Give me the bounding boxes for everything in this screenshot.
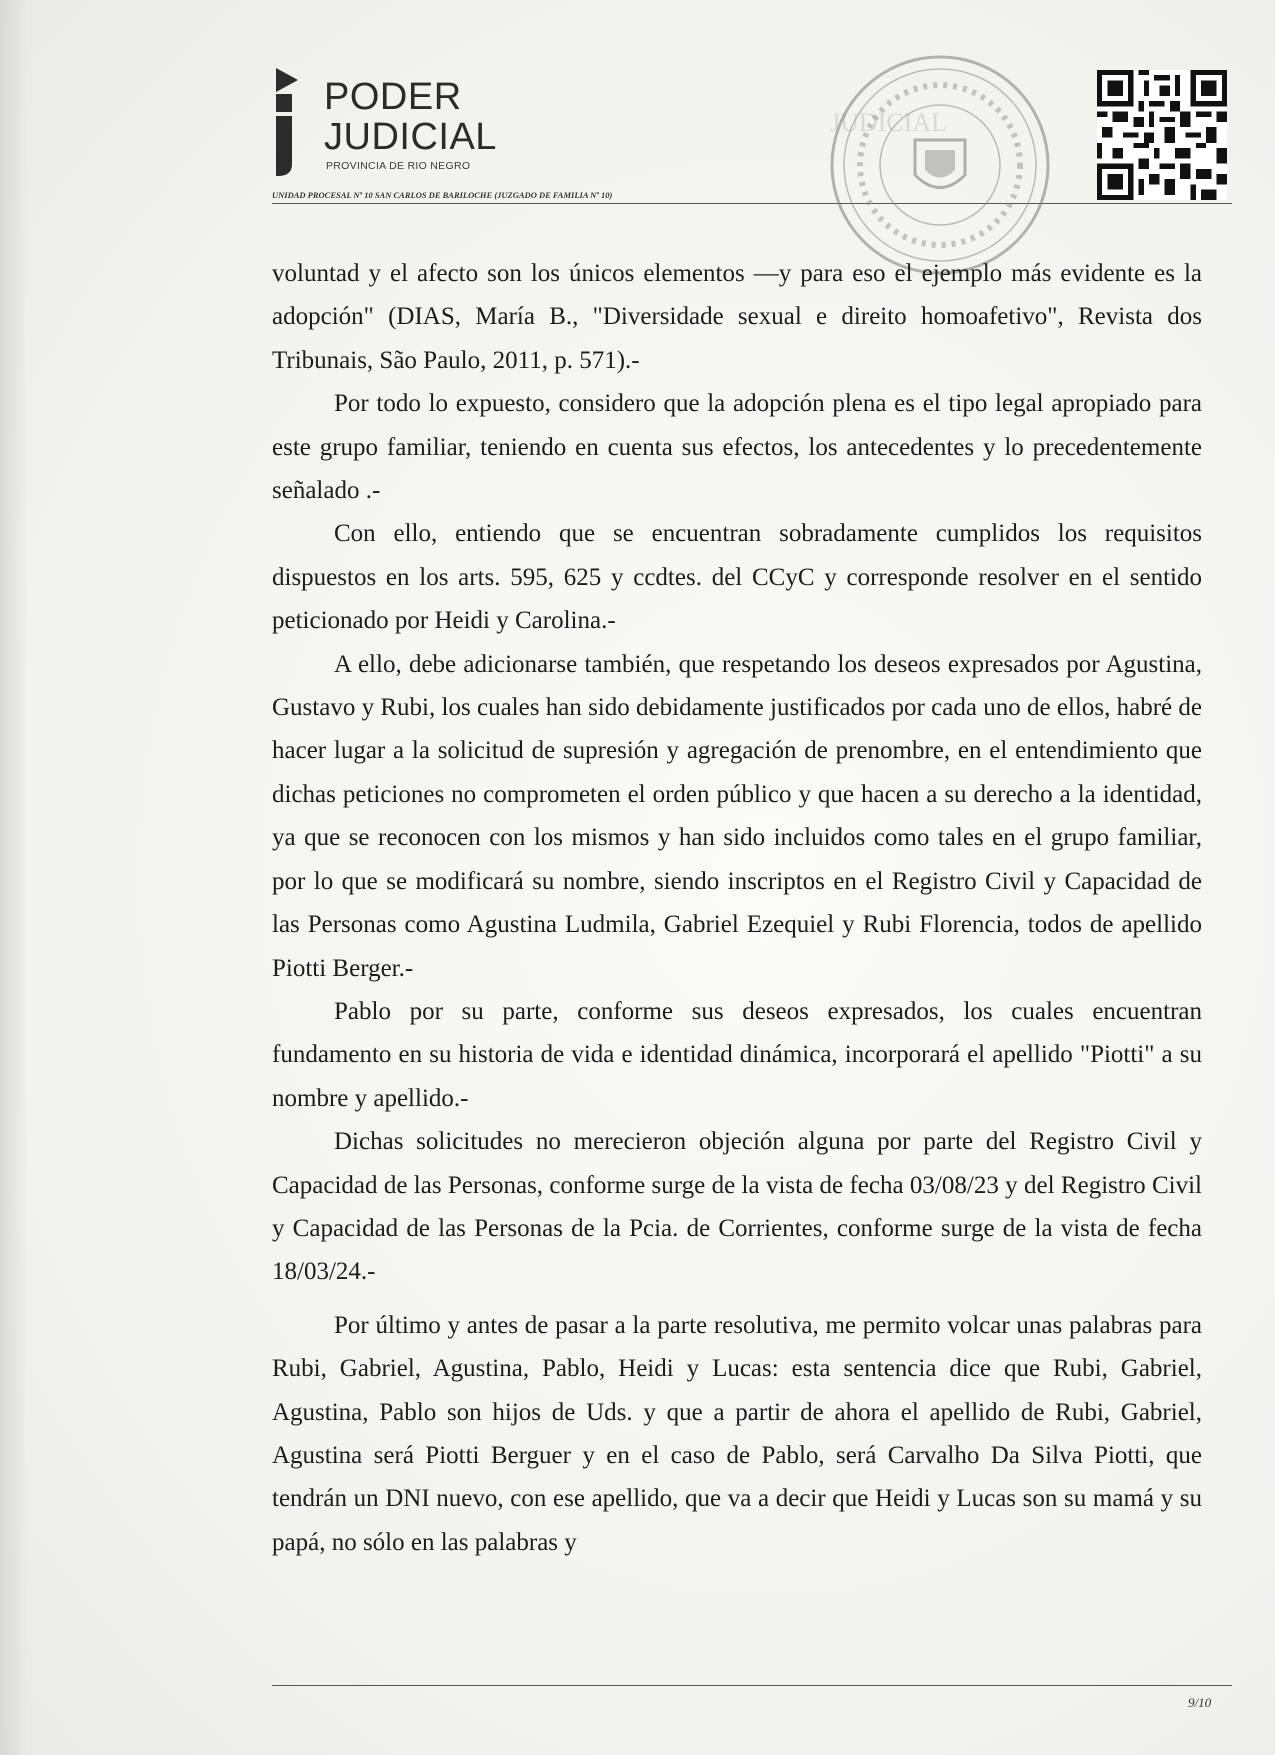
logo-mark-icon <box>272 68 324 180</box>
poder-judicial-logo <box>272 68 532 180</box>
paragraph-5: Pablo por su parte, conforme sus deseos expresados, los cuales encuentran fundamento en su historia de vida e identidad dinámica, incorporará el apellido "Piotti" a su nombre y apellido.- <box>272 997 1202 1112</box>
scan-edge-shadow <box>0 0 28 1755</box>
paragraph-4: A ello, debe adicionarse también, que respetando los deseos expresados por Agustina, Gustavo y Rubi, los cuales han sido debidamente justificados por cada uno de ellos, habré de hacer lugar a la solicitud de supresión y agregación de prenombre, en el entendimiento que dichas peticiones no comprometen el orden público y que hacen a su derecho a la identidad, ya que se reconocen con los mismos y han sido incluidos como tales en el grupo familiar, por lo que se modificará su nombre, siendo inscriptos en el Registro Civil y Capacidad de las Personas como Agustina Ludmila, Gabriel Ezequiel y Rubi Florencia, todos de apellido Piotti Berger.- <box>272 650 1202 982</box>
paragraph-3: Con ello, entiendo que se encuentran sobradamente cumplidos los requisitos dispuestos en los arts. 595, 625 y ccdtes. del CCyC y corresponde resolver en el sentido peticionado por Heidi y Carolina.- <box>272 520 1202 635</box>
page-number: 9/10 <box>1188 1695 1212 1710</box>
paragraph-1: voluntad y el afecto son los únicos elementos —y para eso el ejemplo más evidente es la adopción" (DIAS, María B., "Diversidade sexual e direito homoafetivo", Revista dos Tribunais, São Paulo, 2011, p. 571).- <box>272 260 1202 374</box>
paragraph-7: Por último y antes de pasar a la parte resolutiva, me permito volcar unas palabras para Rubi, Gabriel, Agustina, Pablo, Heidi y Lucas: esta sentencia dice que Rubi, Gabriel, Agustina, Pablo son hijos de Uds. y que a partir de ahora el apellido de Rubi, Gabriel, Agustina será Piotti Berguer y en el caso de Pablo, será Carvalho Da Silva Piotti, que tendrán un DNI nuevo, con ese apellido, que va a decir que Heidi y Lucas son su mamá y su papá, no sólo en las palabras y <box>272 1311 1202 1556</box>
header-divider <box>272 203 1232 204</box>
sentence-body <box>272 252 1202 1564</box>
logo-word-judicial: JUDICIAL <box>324 116 497 158</box>
court-seal-icon <box>820 45 1060 285</box>
paragraph-2: Por todo lo expuesto, considero que la adopción plena es el tipo legal apropiado para este grupo familiar, teniendo en cuenta sus efectos, los antecedentes y lo precedentemente señalado .- <box>272 390 1202 505</box>
bleed-through-ghost: JUDICIAL <box>830 108 947 137</box>
procedural-unit-line: UNIDAD PROCESAL Nº 10 SAN CARLOS DE BARILOCHE (JUZGADO DE FAMILIA Nº 10) <box>272 190 613 200</box>
logo-word-poder: PODER <box>324 76 462 118</box>
paragraph-6: Dichas solicitudes no merecieron objeción alguna por parte del Registro Civil y Capacidad de las Personas, conforme surge de la vista de fecha 03/08/23 y del Registro Civil y Capacidad de las Personas de la Pcia. de Corrientes, conforme surge de la vista de fecha 18/03/24.- <box>272 1128 1202 1286</box>
footer-divider <box>272 1685 1232 1686</box>
logo-province: PROVINCIA DE RIO NEGRO <box>326 160 471 172</box>
qr-code-icon <box>1094 70 1230 200</box>
